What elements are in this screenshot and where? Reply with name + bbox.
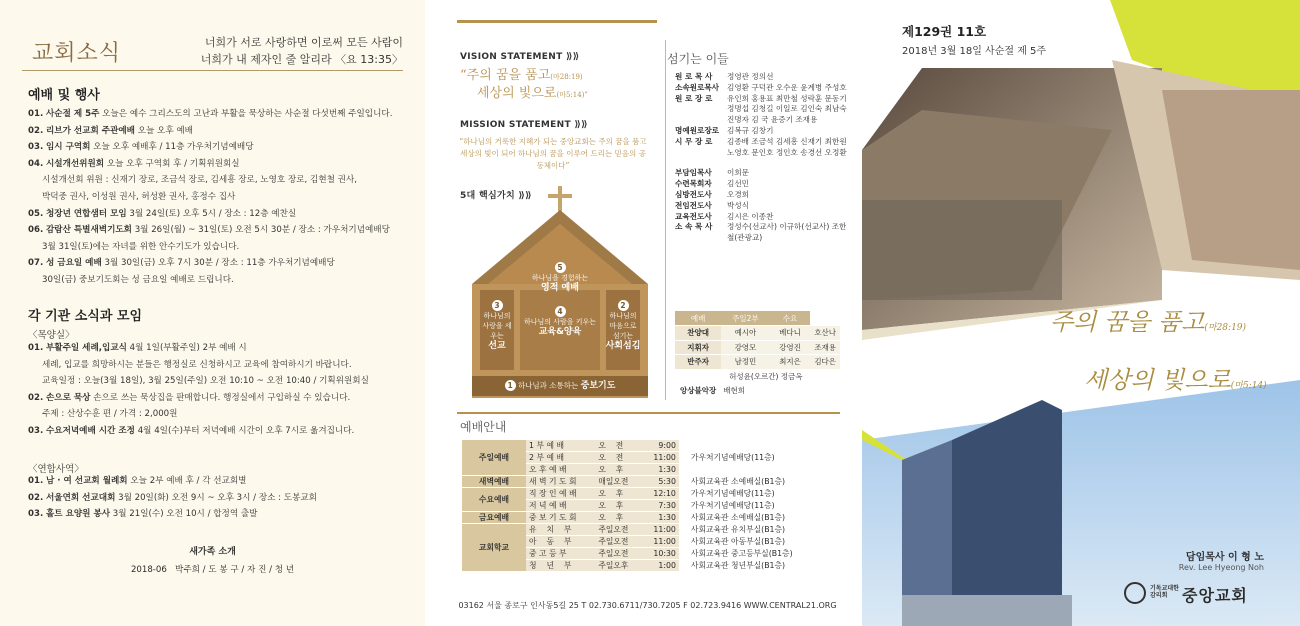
vision-panel (435, 0, 860, 626)
church-news-panel (0, 0, 425, 626)
section-heading: 각 기관 소식과 모임 (28, 309, 143, 324)
staff-row: 원 로 장 로 유인희 홍용표 최만철 성락훈 문동기 정명섭 김청길 이일로 김인숙 최남숙 진명자 김 국 윤증기 조재용 (675, 93, 847, 125)
denomination: 기독교대한감리회 (1150, 585, 1179, 599)
list-item: 06. 감람산 특별새벽기도회 3월 26일(월) ~ 31일(토) 오전 5시 30분 / 장소 : 가우처기념예배당 (28, 225, 390, 236)
subsection-label: 〈목양실〉 (28, 330, 75, 341)
table-row: 청 년 부 주일오후 1:00 사회교육관 청년부실(B1층) (462, 560, 830, 572)
staff-row: 전임전도사 박성식 (675, 200, 750, 210)
slogan-line-1: 주의 꿈을 품고(마28:19) (1050, 308, 1247, 336)
worship-guide-title: 예배안내 (460, 420, 507, 434)
staff-row: 명예원로장로 김복규 김창기 (675, 125, 774, 135)
table-row: 오 후 예 배 오 후 1:30 (462, 464, 830, 476)
list-item: 02. 서울연회 선교대회 3월 20일(화) 오전 9시 ~ 오후 3시 / 장소 : 도봉교회 (28, 492, 317, 503)
column-divider (665, 40, 666, 400)
list-item: 02. 리브가 선교회 주관예배 오늘 오후 예배 (28, 125, 193, 136)
table-row: 저 녁 예 배 오 후 7:30 가우처기념예배당(11층) (462, 500, 830, 512)
table-row: 2 부 예 배 오 전 11:00 가우처기념예배당(11층) (462, 452, 830, 464)
staff-row: 소 속 목 사 정성수(선교사) 이규하(선교사) 조한철(관광교) (675, 222, 847, 243)
table-row: 반주자 남정민 최지은 김다은 (675, 355, 840, 370)
divider (457, 412, 840, 414)
list-item: 02. 손으로 묵상 손으로 쓰는 묵상집을 판매합니다. 행정실에서 구입하실 수 있습니다. (28, 392, 351, 403)
table-header: 예배 주일2부 수요 (675, 311, 840, 326)
worship-schedule-table (462, 440, 830, 572)
issue-date: 2018년 3월 18일 사순절 제 5주 (902, 46, 1047, 57)
pastor-name-english: Rev. Lee Hyeong Noh (1178, 563, 1264, 572)
core-value-3: 3 하나님의 사랑을 세우는 선교 (482, 301, 512, 351)
new-family-title: 새가족 소개 (189, 547, 236, 557)
staff-row: 수련목회자 김선민 (675, 179, 750, 189)
table-row: 지휘자 강영모 강영진 조재용 (675, 340, 840, 355)
vision-line-1: “주의 꿈을 품고(마28:19) (460, 68, 583, 83)
list-item: 01. 사순절 제 5주 오늘은 예수 그리스도의 고난과 부활을 묵상하는 사순절 다섯번째 주일입니다. (28, 109, 393, 119)
list-item: 30일(금) 중보기도회는 성 금요일 예배로 드립니다. (42, 275, 234, 285)
section-heading: 예배 및 행사 (28, 88, 100, 103)
church-seal-icon (1124, 582, 1146, 604)
mission-text: “하나님의 거룩한 지혜가 되는 중앙교회는 주의 꿈을 품고 세상의 빛이 되어 하나님의 꿈을 이루어 드리는 믿음의 공동체이다” (459, 137, 647, 170)
church-name: 중앙교회 (1182, 586, 1248, 605)
table-row: 아 동 부 주일오전 11:00 사회교육관 아동부실(B1층) (462, 536, 830, 548)
table-row: 금요예배 중 보 기 도 회 오 후 1:30 사회교육관 소예배실(B1층) (462, 512, 830, 524)
staff-row: 시 무 장 로 김종배 조금석 김세흥 신재기 최한원 노영호 문인호 정인호 송경선 오정환 (675, 136, 847, 157)
list-item: 박덕중 권사, 이성원 권사, 허성환 권사, 홍정수 집사 (42, 192, 236, 202)
table-row: 새벽예배 새 벽 기 도 회 매일오전 5:30 사회교육관 소예배실(B1층) (462, 476, 830, 488)
page-title: 교회소식 (32, 41, 122, 66)
table-row: 교회학교 유 치 부 주일오전 11:00 사회교육관 유치부실(B1층) (462, 524, 830, 536)
list-item: 교육일정 : 오늘(3월 18일), 3월 25일(주일) 오전 10:10 ~ 오전 10:40 / 기획위원회실 (42, 376, 369, 387)
list-item: 3월 31일(토)에는 자녀를 위한 안수기도가 있습니다. (42, 241, 240, 252)
list-item: 시설개선회 위원 : 신재기 장로, 조금석 장로, 김세흥 장로, 노영호 장로, 김현철 권사, (42, 175, 357, 186)
core-values-heading: 5대 핵심가치 ⟫⟫ (460, 191, 532, 201)
list-item: 03. 임시 구역회 오늘 오후 예배후 / 11층 가우처기념예배당 (28, 142, 254, 153)
table-row: 수요예배 직 장 인 예 배 오 후 12:10 가우처기념예배당(11층) (462, 488, 830, 500)
core-value-4: 4 하나님의 사람을 키우는 교육&양육 (523, 307, 597, 337)
mission-heading: MISSION STATEMENT ⟫⟫ (460, 120, 588, 130)
list-item: 01. 부활주일 세례,입교식 4월 1일(부활주일) 2부 예배 시 (28, 343, 247, 353)
vision-line-2: 세상의 빛으로(마5:14)” (477, 86, 589, 101)
pastor-name: 담임목사 이 형 노 (1185, 552, 1264, 563)
divider (22, 70, 403, 71)
slogan-line-2: 세상의 빛으로(마5:14) (1084, 366, 1267, 394)
list-item: 07. 성 금요일 예배 3월 30일(금) 오후 7시 30분 / 장소 : 11층 가우처기념예배당 (28, 258, 335, 269)
table-row: 주일예배 1 부 예 배 오 전 9:00 (462, 440, 830, 452)
list-item: 세례, 입교를 희망하시는 분들은 행정실로 신청하시고 교육에 참여하시기 바랍니다. (42, 359, 352, 370)
table-row: 찬양대 예시아 베다니 호산나 (675, 326, 840, 341)
new-family-entry: 2018-06 박주희 / 도 봉 구 / 자 진 / 청 년 (130, 565, 295, 575)
table-row: 중 고 등 부 주일오전 10:30 사회교육관 중고등부실(B1층) (462, 548, 830, 560)
staff-row: 원 로 목 사 정영관 정의선 (675, 72, 774, 81)
core-value-2: 2 하나님의 마음으로 섬기는 사회섬김 (605, 301, 641, 351)
list-item: 04. 시설개선위원회 오늘 오후 구역회 후 / 기획위원회실 (28, 158, 240, 169)
footer-contact: 03162 서울 종로구 인사동5길 25 T 02.730.6711/730.7205 F 02.723.9416 WWW.CENTRAL21.ORG (458, 601, 837, 610)
vision-heading: VISION STATEMENT ⟫⟫ (460, 52, 580, 62)
staff-row: 심방전도사 오경희 (675, 189, 750, 199)
staff-title: 섬기는 이들 (667, 52, 729, 66)
list-item: 03. 수요저녁예배 시간 조정 4월 4일(수)부터 저녁예배 시간이 오후 7시로 옮겨집니다. (28, 426, 355, 436)
top-bar (457, 20, 657, 23)
list-item: 05. 청장년 연합샘터 모임 3월 24일(토) 오후 5시 / 장소 : 12층 예찬실 (28, 208, 297, 219)
bible-verse: 너희가 서로 사랑하면 이로써 모든 사람이 너희가 내 제자인 줄 알리라 〈요 13:35〉 (200, 36, 403, 66)
cover-panel (862, 0, 1300, 626)
issue-number: 제129권 11호 (902, 24, 987, 39)
core-value-5: 5 하나님을 경험하는 영적 예배 (531, 263, 589, 293)
staff-list (675, 72, 850, 244)
staff-row: 부담임목사 이희문 (675, 168, 750, 178)
list-item: 03. 홀트 요양원 봉사 3월 21일(수) 오전 10시 / 합정역 출발 (28, 509, 258, 520)
staff-row: 소속원로목사 김영환 구덕관 오수운 윤계병 주성호 (675, 82, 847, 92)
core-value-1: 1 하나님과 소통하는 중보기도 (495, 380, 625, 391)
list-item: 01. 남 · 여 선교회 월례회 오늘 2부 예배 후 / 각 선교회별 (28, 476, 247, 486)
staff-row: 교육전도사 김시은 이종찬 (675, 211, 774, 221)
subsection-label: 〈연합사역〉 (28, 464, 84, 475)
list-item: 주제 : 산상수훈 편 / 가격 : 2,000원 (42, 409, 178, 420)
worship-service-roles-table: 예배 주일2부 수요 찬양대 예시아 베다니 호산나 지휘자 강영모 강영진 조재용 반주자 남정민 최지은 김다은 허성윤(오르간) 정금옥 앙상블악장 배현희 (675, 311, 840, 399)
